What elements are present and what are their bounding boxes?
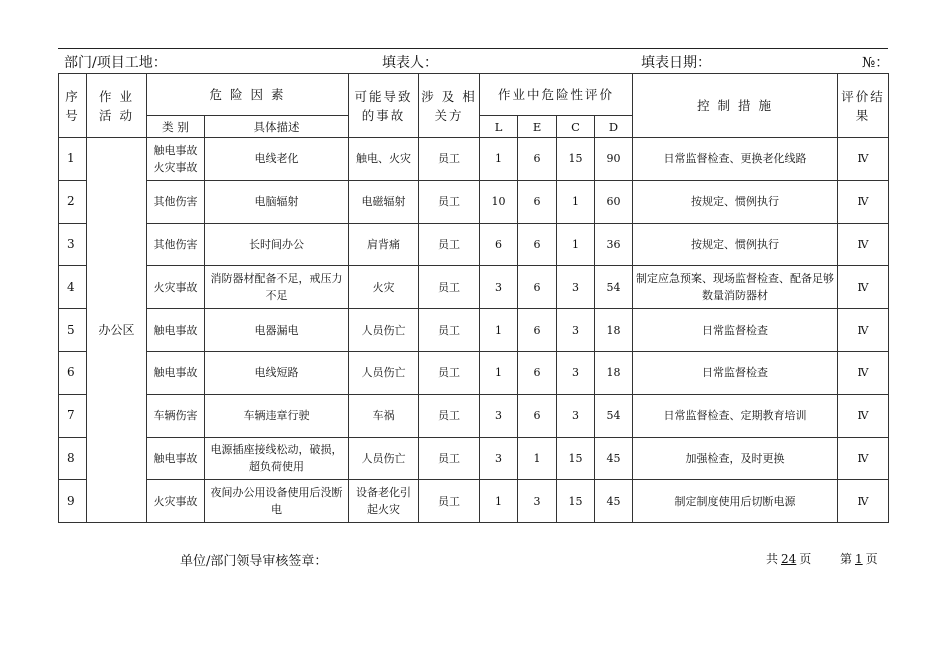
cell-C: 1 xyxy=(557,180,595,223)
cell-measures: 制定制度使用后切断电源 xyxy=(633,480,838,523)
cell-D: 90 xyxy=(595,138,633,181)
cell-accident: 设备老化引起火灾 xyxy=(349,480,419,523)
cell-category: 触电事故 xyxy=(147,309,205,352)
cell-measures: 按规定、惯例执行 xyxy=(633,180,838,223)
cell-result: Ⅳ xyxy=(838,394,889,437)
cell-D: 45 xyxy=(595,437,633,480)
cell-accident: 人员伤亡 xyxy=(349,437,419,480)
cell-accident: 肩背痛 xyxy=(349,223,419,266)
table-row xyxy=(59,180,889,223)
page-count xyxy=(766,550,811,567)
cell-no: 4 xyxy=(59,266,87,309)
cell-C: 3 xyxy=(557,266,595,309)
table-row xyxy=(59,437,889,480)
cell-description: 夜间办公用设备使用后没断电 xyxy=(205,480,349,523)
cell-party: 员工 xyxy=(419,138,480,181)
cell-C: 3 xyxy=(557,351,595,394)
table-row xyxy=(59,138,889,181)
cell-accident: 人员伤亡 xyxy=(349,351,419,394)
risk-assessment-table xyxy=(58,73,889,523)
table-row xyxy=(59,351,889,394)
cell-C: 15 xyxy=(557,480,595,523)
cell-category: 车辆伤害 xyxy=(147,394,205,437)
cell-accident: 火灾 xyxy=(349,266,419,309)
cell-result: Ⅳ xyxy=(838,266,889,309)
cell-D: 60 xyxy=(595,180,633,223)
cell-E: 6 xyxy=(518,351,557,394)
header-index: 序号 xyxy=(59,74,87,138)
cell-no: 5 xyxy=(59,309,87,352)
cell-measures: 制定应急预案、现场监督检查、配备足够数量消防器材 xyxy=(633,266,838,309)
header-activity: 作 业 活 动 xyxy=(87,74,147,138)
cell-category: 触电事故火灾事故 xyxy=(147,138,205,181)
cell-result: Ⅳ xyxy=(838,180,889,223)
page-prefix: 第 xyxy=(840,552,853,566)
cell-E: 6 xyxy=(518,223,557,266)
cell-party: 员工 xyxy=(419,309,480,352)
cell-description: 消防器材配备不足，戒压力不足 xyxy=(205,266,349,309)
cell-C: 1 xyxy=(557,223,595,266)
cell-C: 3 xyxy=(557,309,595,352)
cell-L: 3 xyxy=(480,437,518,480)
cell-D: 45 xyxy=(595,480,633,523)
total-pages: 24 xyxy=(781,552,797,566)
header-evaluation: 作业中危险性评价 xyxy=(480,74,633,116)
cell-D: 18 xyxy=(595,351,633,394)
cell-measures: 按规定、惯例执行 xyxy=(633,223,838,266)
cell-D: 54 xyxy=(595,266,633,309)
cell-description: 车辆违章行驶 xyxy=(205,394,349,437)
total-prefix: 共 xyxy=(766,552,779,566)
cell-result: Ⅳ xyxy=(838,351,889,394)
cell-activity: 办公区 xyxy=(87,138,147,523)
cell-accident: 车祸 xyxy=(349,394,419,437)
cell-result: Ⅳ xyxy=(838,138,889,181)
cell-no: 6 xyxy=(59,351,87,394)
cell-accident: 电磁辐射 xyxy=(349,180,419,223)
cell-E: 6 xyxy=(518,394,557,437)
cell-measures: 日常监督检查、更换老化线路 xyxy=(633,138,838,181)
cell-party: 员工 xyxy=(419,437,480,480)
table-row xyxy=(59,480,889,523)
filler-label: 填表人： xyxy=(382,55,438,71)
cell-category: 其他伤害 xyxy=(147,223,205,266)
cell-result: Ⅳ xyxy=(838,223,889,266)
cell-no: 9 xyxy=(59,480,87,523)
cell-D: 36 xyxy=(595,223,633,266)
header-party: 涉 及 相关方 xyxy=(419,74,480,138)
number-label: №： xyxy=(862,55,890,71)
table-row xyxy=(59,394,889,437)
cell-E: 6 xyxy=(518,138,557,181)
cell-result: Ⅳ xyxy=(838,437,889,480)
cell-party: 员工 xyxy=(419,180,480,223)
signature-label: 单位/部门领导审核签章： xyxy=(180,554,328,569)
header-hazard: 危 险 因 素 xyxy=(147,74,349,116)
total-suffix: 页 xyxy=(799,552,812,566)
header-description: 具体描述 xyxy=(205,116,349,138)
cell-E: 3 xyxy=(518,480,557,523)
cell-no: 8 xyxy=(59,437,87,480)
cell-party: 员工 xyxy=(419,223,480,266)
header-E: E xyxy=(518,116,557,138)
cell-E: 1 xyxy=(518,437,557,480)
cell-accident: 人员伤亡 xyxy=(349,309,419,352)
page-suffix: 页 xyxy=(865,552,878,566)
cell-measures: 日常监督检查、定期教育培训 xyxy=(633,394,838,437)
cell-category: 火灾事故 xyxy=(147,480,205,523)
date-label: 填表日期： xyxy=(641,55,711,71)
page-number-value: 1 xyxy=(855,552,863,566)
cell-result: Ⅳ xyxy=(838,480,889,523)
table-header-row xyxy=(59,74,889,116)
cell-measures: 日常监督检查 xyxy=(633,309,838,352)
cell-no: 3 xyxy=(59,223,87,266)
header-measures: 控 制 措 施 xyxy=(633,74,838,138)
cell-no: 1 xyxy=(59,138,87,181)
cell-C: 3 xyxy=(557,394,595,437)
cell-D: 54 xyxy=(595,394,633,437)
cell-D: 18 xyxy=(595,309,633,352)
cell-description: 电源插座接线松动，破损，超负荷使用 xyxy=(205,437,349,480)
cell-L: 6 xyxy=(480,223,518,266)
cell-measures: 日常监督检查 xyxy=(633,351,838,394)
cell-category: 其他伤害 xyxy=(147,180,205,223)
table-row xyxy=(59,309,889,352)
header-L: L xyxy=(480,116,518,138)
cell-description: 电线短路 xyxy=(205,351,349,394)
cell-C: 15 xyxy=(557,437,595,480)
page-number xyxy=(840,550,878,567)
cell-result: Ⅳ xyxy=(838,309,889,352)
department-label: 部门/项目工地： xyxy=(64,55,167,71)
table-body xyxy=(59,138,889,523)
cell-description: 电线老化 xyxy=(205,138,349,181)
cell-E: 6 xyxy=(518,266,557,309)
header-D: D xyxy=(595,116,633,138)
cell-no: 7 xyxy=(59,394,87,437)
cell-E: 6 xyxy=(518,309,557,352)
cell-category: 火灾事故 xyxy=(147,266,205,309)
table-row xyxy=(59,223,889,266)
cell-L: 1 xyxy=(480,480,518,523)
cell-L: 10 xyxy=(480,180,518,223)
cell-L: 1 xyxy=(480,309,518,352)
cell-L: 3 xyxy=(480,266,518,309)
cell-L: 1 xyxy=(480,138,518,181)
top-rule xyxy=(58,48,888,49)
cell-description: 电脑辐射 xyxy=(205,180,349,223)
cell-measures: 加强检查，及时更换 xyxy=(633,437,838,480)
header-accident: 可能导致的事故 xyxy=(349,74,419,138)
cell-party: 员工 xyxy=(419,480,480,523)
table-row xyxy=(59,266,889,309)
cell-category: 触电事故 xyxy=(147,437,205,480)
cell-E: 6 xyxy=(518,180,557,223)
header-result: 评价结果 xyxy=(838,74,889,138)
header-category: 类 别 xyxy=(147,116,205,138)
cell-accident: 触电、火灾 xyxy=(349,138,419,181)
cell-L: 1 xyxy=(480,351,518,394)
cell-no: 2 xyxy=(59,180,87,223)
cell-L: 3 xyxy=(480,394,518,437)
cell-party: 员工 xyxy=(419,266,480,309)
cell-description: 电器漏电 xyxy=(205,309,349,352)
cell-C: 15 xyxy=(557,138,595,181)
cell-category: 触电事故 xyxy=(147,351,205,394)
cell-party: 员工 xyxy=(419,351,480,394)
cell-party: 员工 xyxy=(419,394,480,437)
cell-description: 长时间办公 xyxy=(205,223,349,266)
header-C: C xyxy=(557,116,595,138)
